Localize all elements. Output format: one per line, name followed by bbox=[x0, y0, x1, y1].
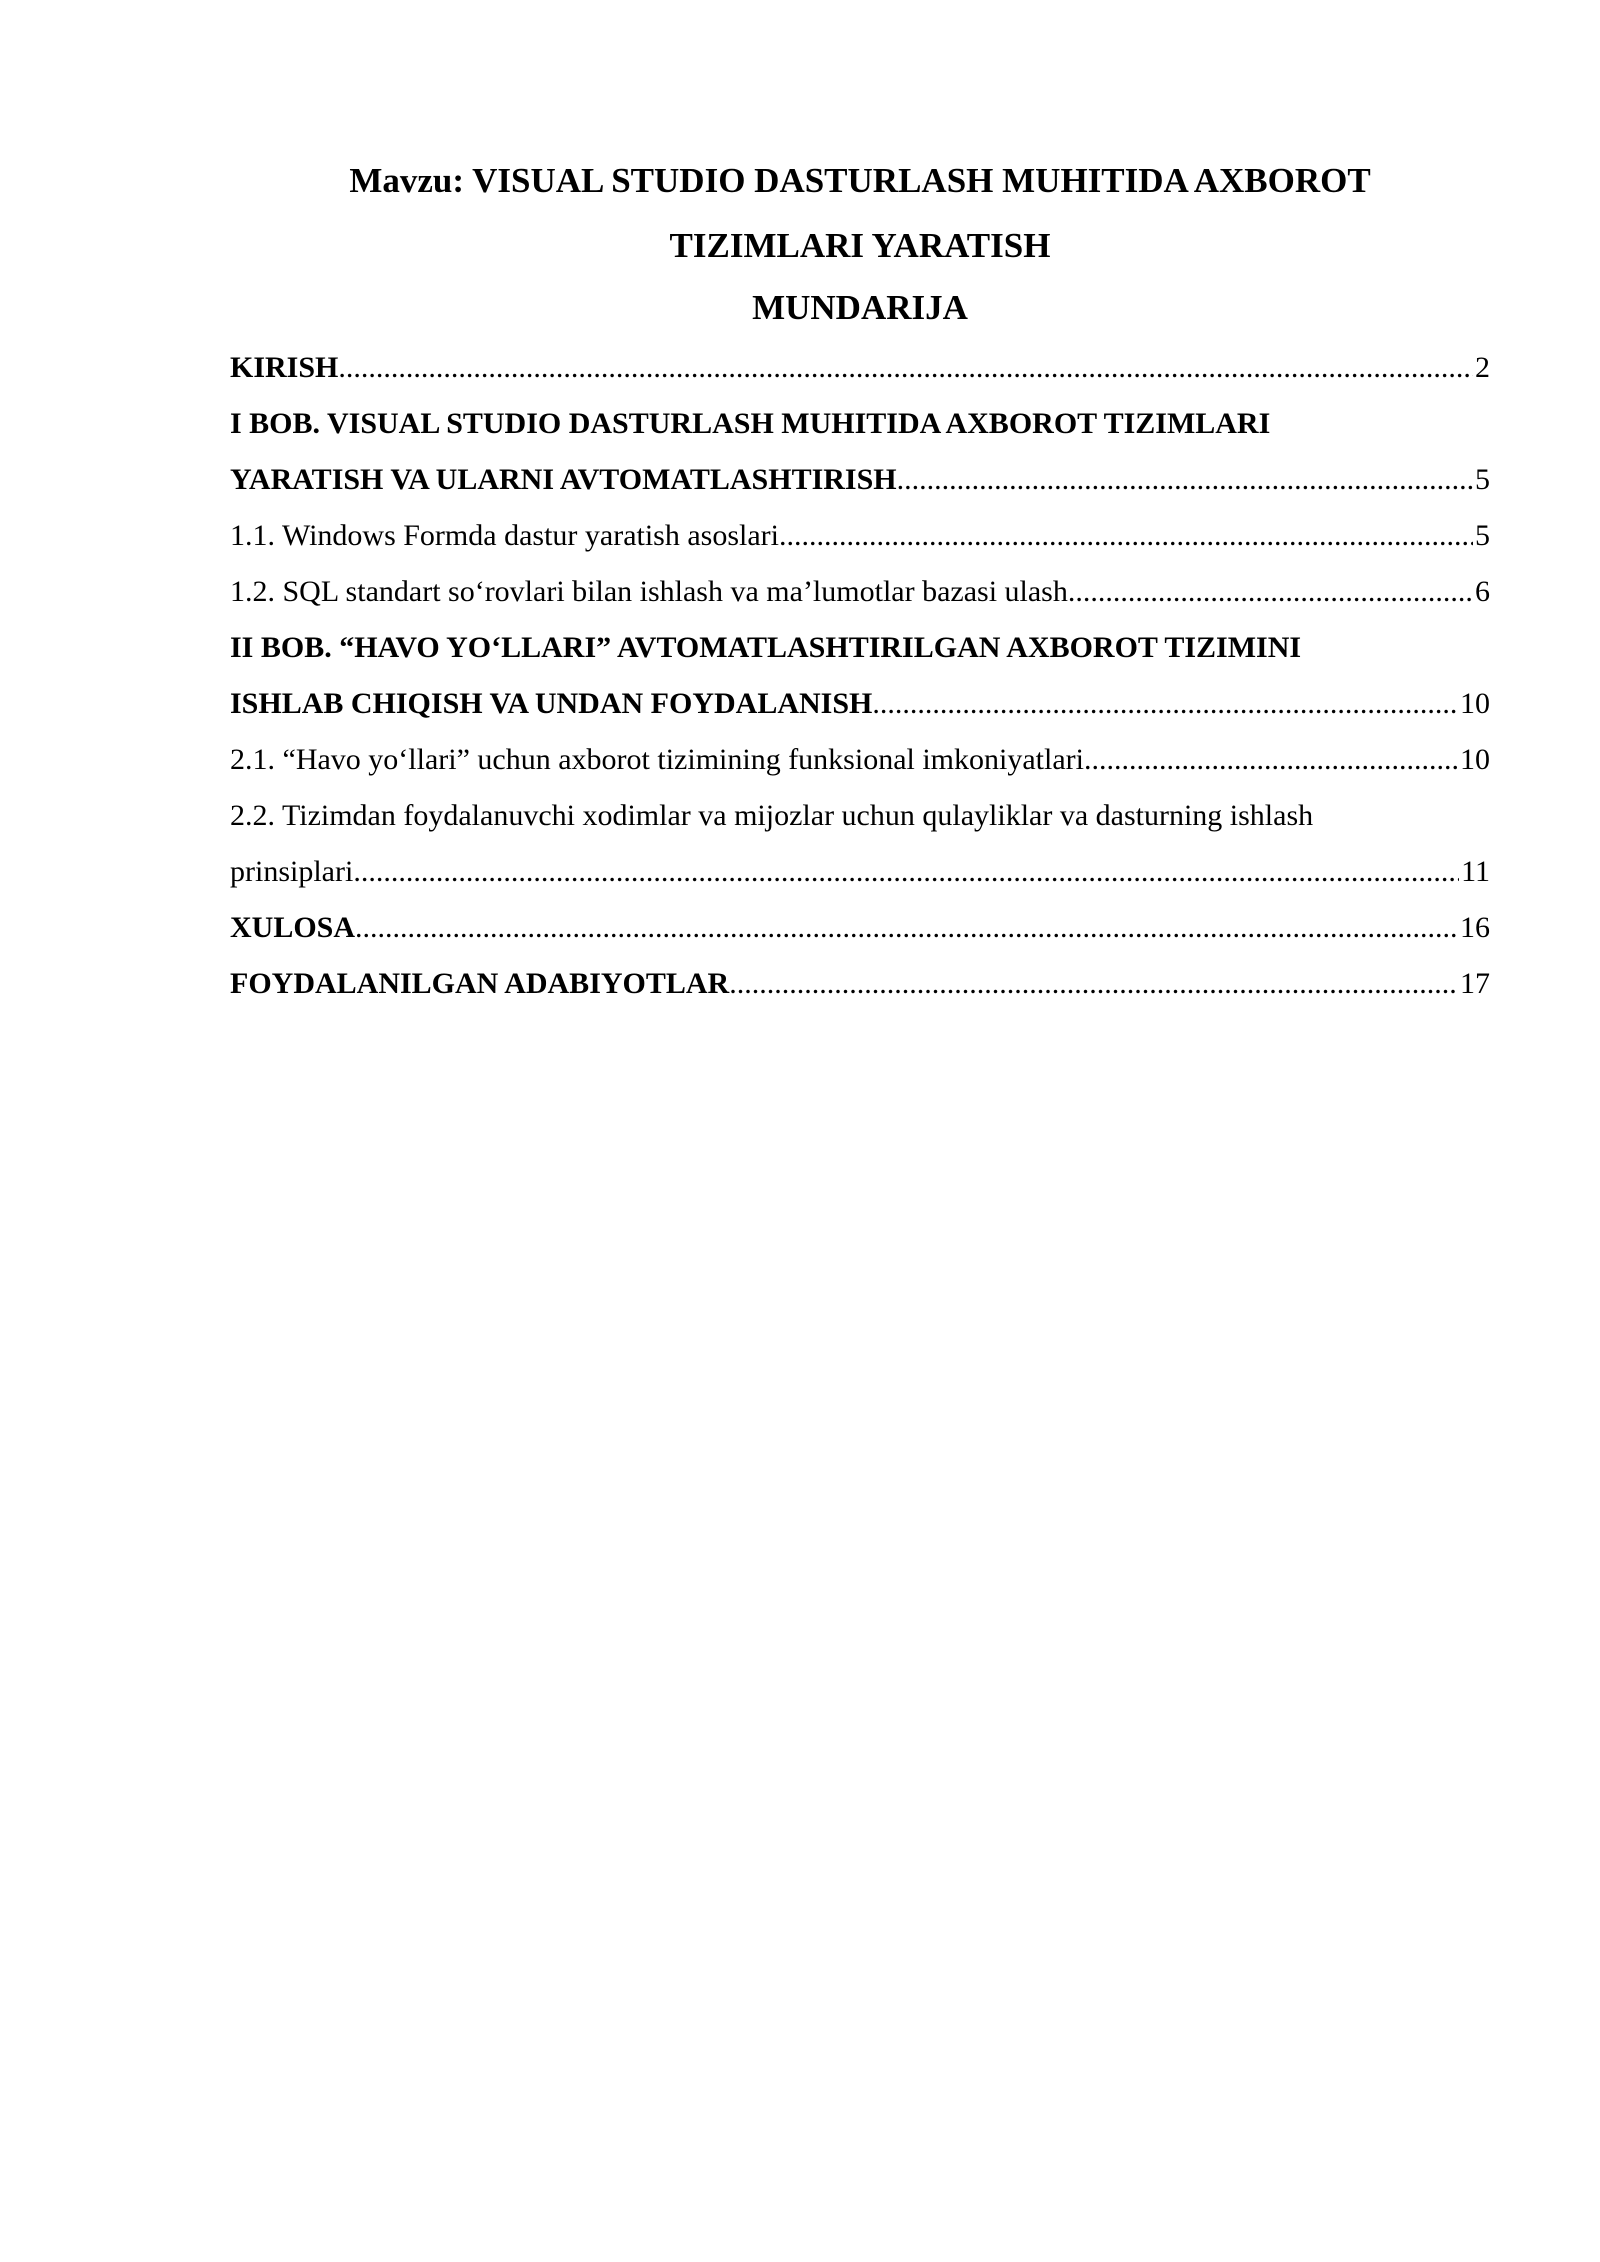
toc-leader-dots bbox=[338, 340, 1473, 396]
toc-page-number: 16 bbox=[1460, 911, 1490, 944]
title-line-1: Mavzu: VISUAL STUDIO DASTURLASH MUHITIDA AXBOROT bbox=[349, 161, 1371, 200]
toc-leader-dots bbox=[897, 452, 1473, 508]
toc-entry-label: FOYDALANILGAN ADABIYOTLAR bbox=[230, 967, 730, 1000]
toc-entry-2-1[interactable] bbox=[230, 732, 1490, 788]
toc-page-number: 11 bbox=[1461, 855, 1490, 888]
toc-entry-xulosa[interactable] bbox=[230, 900, 1490, 956]
toc-entry-label: YARATISH VA ULARNI AVTOMATLASHTIRISH bbox=[230, 463, 897, 496]
title-line-2: TIZIMLARI YARATISH bbox=[669, 226, 1051, 265]
toc-leader-dots bbox=[355, 900, 1458, 956]
toc-entry-2-2-line1[interactable]: 2.2. Tizimdan foydalanuvchi xodimlar va mijozlar uchun qulayliklar va dasturning ishlash bbox=[230, 799, 1314, 832]
toc-leader-dots bbox=[872, 676, 1458, 732]
toc-leader-dots bbox=[1068, 564, 1473, 620]
toc-entry-bob1[interactable] bbox=[230, 452, 1490, 508]
toc-entry-label: prinsiplari bbox=[230, 855, 354, 888]
toc-page-number: 17 bbox=[1460, 967, 1490, 1000]
toc-page-number: 5 bbox=[1475, 463, 1490, 496]
toc-entry-label: XULOSA bbox=[230, 911, 356, 944]
toc-entry-adabiyotlar[interactable] bbox=[230, 956, 1490, 1012]
toc-heading: MUNDARIJA bbox=[752, 288, 968, 327]
toc-entry-bob1-line1[interactable]: I BOB. VISUAL STUDIO DASTURLASH MUHITIDA AXBOROT TIZIMLARI bbox=[230, 407, 1271, 440]
toc-leader-dots bbox=[1084, 732, 1458, 788]
toc-entry-2-2[interactable] bbox=[230, 844, 1490, 900]
toc-entry-bob2-line1[interactable]: II BOB. “HAVO YO‘LLARI” AVTOMATLASHTIRILGAN AXBOROT TIZIMINI bbox=[230, 631, 1302, 664]
toc-page-number: 10 bbox=[1460, 687, 1490, 720]
toc-page-number: 2 bbox=[1475, 351, 1490, 384]
toc-page-number: 6 bbox=[1475, 575, 1490, 608]
document-title bbox=[230, 148, 1490, 278]
toc-entry-label: 2.1. “Havo yo‘llari” uchun axborot tizimining funksional imkoniyatlari bbox=[230, 743, 1084, 776]
toc-entry-label: KIRISH bbox=[230, 351, 339, 384]
toc-entry-label: 1.1. Windows Formda dastur yaratish asoslari bbox=[230, 519, 779, 552]
toc-entry-bob2[interactable] bbox=[230, 676, 1490, 732]
toc-page-number: 10 bbox=[1460, 743, 1490, 776]
toc-leader-dots bbox=[353, 844, 1459, 900]
toc-entry-1-1[interactable] bbox=[230, 508, 1490, 564]
toc-entry-1-2[interactable] bbox=[230, 564, 1490, 620]
table-of-contents bbox=[230, 340, 1490, 1012]
toc-entry-label: ISHLAB CHIQISH VA UNDAN FOYDALANISH bbox=[230, 687, 873, 720]
toc-leader-dots bbox=[779, 508, 1473, 564]
toc-leader-dots bbox=[729, 956, 1458, 1012]
toc-entry-kirish[interactable] bbox=[230, 340, 1490, 396]
toc-entry-label: 1.2. SQL standart so‘rovlari bilan ishlash va ma’lumotlar bazasi ulash bbox=[230, 575, 1068, 608]
toc-page-number: 5 bbox=[1475, 519, 1490, 552]
